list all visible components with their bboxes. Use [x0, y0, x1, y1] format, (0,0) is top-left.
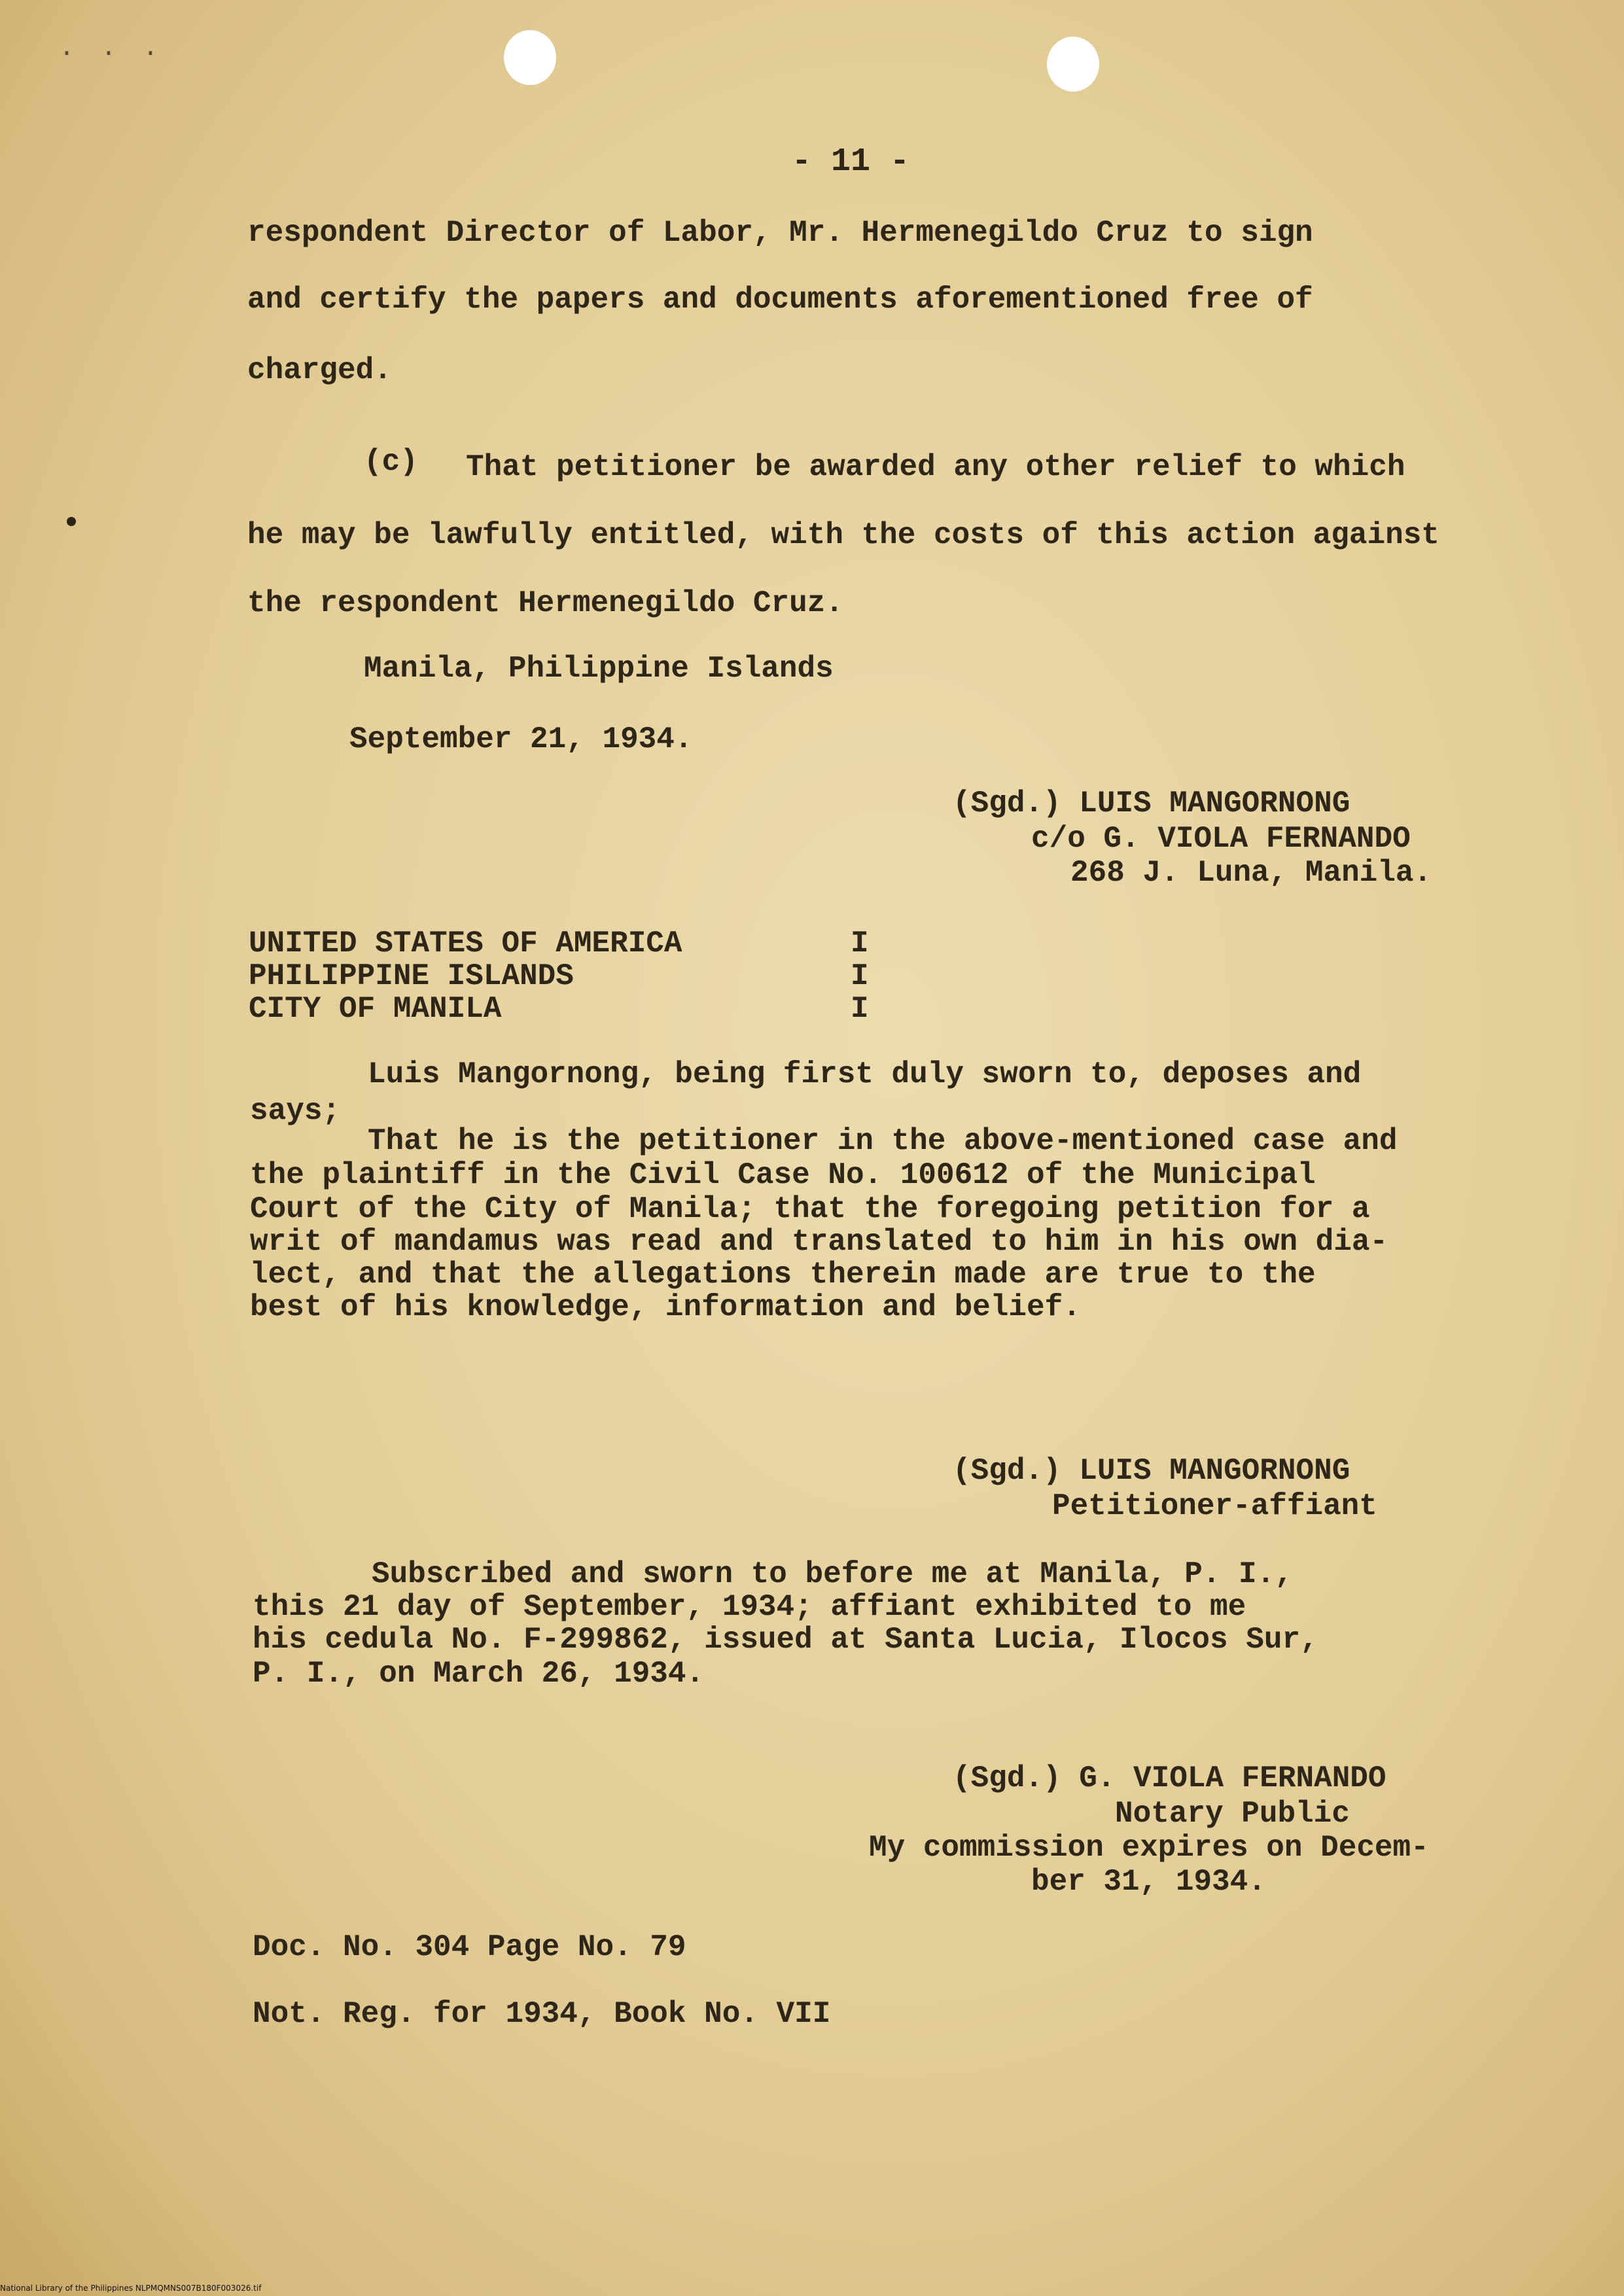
signature3-line: ber 31, 1934. [1031, 1865, 1266, 1899]
punch-hole [1047, 37, 1099, 92]
ink-spot [67, 517, 76, 526]
jurat-line: this 21 day of September, 1934; affiant exhibited to me [253, 1590, 1246, 1624]
date-line: September 21, 1934. [349, 722, 693, 756]
notarial-register: Not. Reg. for 1934, Book No. VII [253, 1997, 831, 2031]
jurat-line: Subscribed and sworn to before me at Manila, P. I., [372, 1557, 1293, 1591]
clause-c-line: he may be lawfully entitled, with the costs of this action against [247, 518, 1439, 552]
signature2-line: (Sgd.) LUIS MANGORNONG [953, 1454, 1350, 1488]
jurat-line: P. I., on March 26, 1934. [253, 1657, 705, 1691]
body-line: charged. [247, 353, 392, 387]
affidavit-intro: Luis Mangornong, being first duly sworn to, deposes and [368, 1057, 1362, 1091]
punch-hole [504, 30, 556, 85]
doc-number: Doc. No. 304 Page No. 79 [253, 1930, 686, 1964]
body-line: respondent Director of Labor, Mr. Hermenegildo Cruz to sign [247, 216, 1313, 250]
place-line: Manila, Philippine Islands [364, 652, 834, 686]
venue-line: CITY OF MANILA [249, 992, 502, 1026]
clause-c-line: the respondent Hermenegildo Cruz. [247, 586, 843, 620]
jurat-line: his cedula No. F-299862, issued at Santa Lucia, Ilocos Sur, [253, 1623, 1318, 1657]
affidavit-body-line: the plaintiff in the Civil Case No. 100612 of the Municipal [250, 1158, 1316, 1192]
signature2-line: Petitioner-affiant [1052, 1489, 1377, 1523]
venue-line: PHILIPPINE ISLANDS [249, 959, 574, 993]
affidavit-body-line: writ of mandamus was read and translated to him in his own dia- [250, 1225, 1388, 1259]
signature3-line: Notary Public [1115, 1797, 1350, 1831]
affidavit-intro: says; [250, 1094, 341, 1128]
affidavit-body-line: That he is the petitioner in the above-mentioned case and [368, 1124, 1398, 1158]
signature1-line: (Sgd.) LUIS MANGORNONG [953, 786, 1350, 821]
affidavit-body-line: Court of the City of Manila; that the foregoing petition for a [250, 1192, 1370, 1226]
signature1-line: 268 J. Luna, Manila. [1070, 856, 1432, 890]
body-line: and certify the papers and documents aforementioned free of [247, 283, 1313, 317]
signature3-line: (Sgd.) G. VIOLA FERNANDO [953, 1761, 1386, 1795]
venue-mark: I [851, 959, 869, 993]
clause-c-label: (c) [364, 445, 418, 479]
venue-mark: I [851, 927, 869, 961]
page-number: - 11 - [792, 143, 910, 181]
scan-footer: National Library of the Philippines NLPMQMNS007B180F003026.tif [0, 2284, 262, 2293]
affidavit-body-line: best of his knowledge, information and belief. [250, 1290, 1081, 1324]
venue-line: UNITED STATES OF AMERICA [249, 927, 682, 961]
signature3-line: My commission expires on Decem- [869, 1831, 1429, 1865]
page-marks: · · · [59, 39, 164, 69]
signature1-line: c/o G. VIOLA FERNANDO [1031, 822, 1411, 856]
affidavit-body-line: lect, and that the allegations therein made are true to the [250, 1258, 1316, 1292]
clause-c-line: That petitioner be awarded any other relief to which [466, 450, 1405, 484]
venue-mark: I [851, 992, 869, 1026]
